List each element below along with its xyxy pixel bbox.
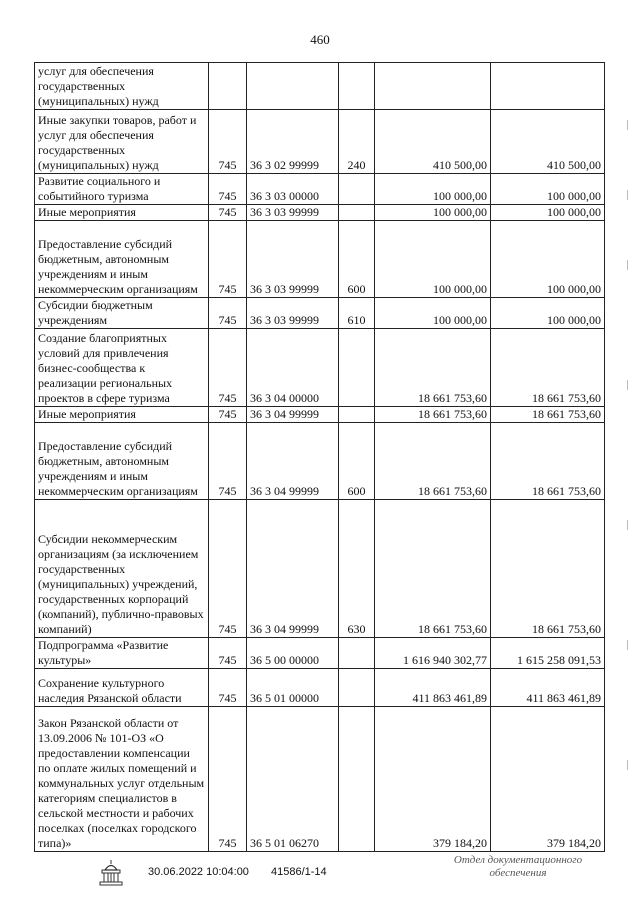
row-target-cell: 36 3 03 00000 — [247, 174, 339, 205]
row-sum-2-cell: 100 000,00 — [491, 221, 605, 298]
row-sum-2-cell: 100 000,00 — [491, 205, 605, 221]
row-sum-2-cell: 18 661 753,60 — [491, 500, 605, 638]
department-stamp — [438, 854, 598, 880]
row-name-cell: Подпрограмма «Развитие культуры» — [35, 638, 209, 669]
row-sum-2-cell — [491, 63, 605, 110]
row-code-cell: 745 — [209, 205, 247, 221]
department-stamp-line-2: обеспечения — [489, 867, 547, 879]
row-name-cell: услуг для обеспечения государственных (муниципальных) нужд — [35, 63, 209, 110]
row-category-cell — [339, 329, 375, 407]
budget-table — [34, 62, 605, 852]
table-row — [35, 174, 605, 205]
row-sum-2-cell: 18 661 753,60 — [491, 329, 605, 407]
row-name-cell: Создание благоприятных условий для привлечения бизнес-сообщества к реализации региональных проектов в сфере туризма — [35, 329, 209, 407]
row-name-cell: Развитие социального и событийного туризма — [35, 174, 209, 205]
scan-margin-marks — [627, 120, 631, 820]
row-category-cell: 240 — [339, 110, 375, 174]
row-name-cell: Субсидии некоммерческим организациям (за исключением государственных (муниципальных) учреждений, государственных корпораций (компаний), публично-правовых компаний) — [35, 500, 209, 638]
row-category-cell — [339, 638, 375, 669]
row-sum-2-cell: 18 661 753,60 — [491, 407, 605, 423]
table-row — [35, 63, 605, 110]
row-target-cell: 36 5 01 06270 — [247, 707, 339, 852]
table-row — [35, 707, 605, 852]
table-row — [35, 221, 605, 298]
document-footer — [0, 854, 640, 898]
row-category-cell: 630 — [339, 500, 375, 638]
row-category-cell — [339, 174, 375, 205]
row-sum-1-cell — [375, 63, 491, 110]
row-sum-2-cell: 1 615 258 091,53 — [491, 638, 605, 669]
table-row — [35, 500, 605, 638]
row-target-cell: 36 3 04 99999 — [247, 423, 339, 500]
row-sum-2-cell: 379 184,20 — [491, 707, 605, 852]
row-sum-2-cell: 18 661 753,60 — [491, 423, 605, 500]
row-sum-1-cell: 18 661 753,60 — [375, 423, 491, 500]
row-target-cell: 36 5 01 00000 — [247, 669, 339, 707]
row-code-cell: 745 — [209, 329, 247, 407]
row-sum-1-cell: 411 863 461,89 — [375, 669, 491, 707]
row-sum-2-cell: 100 000,00 — [491, 298, 605, 329]
row-code-cell: 745 — [209, 174, 247, 205]
row-sum-2-cell: 411 863 461,89 — [491, 669, 605, 707]
row-sum-2-cell: 100 000,00 — [491, 174, 605, 205]
row-code-cell: 745 — [209, 298, 247, 329]
table-row — [35, 423, 605, 500]
table-row — [35, 669, 605, 707]
row-code-cell: 745 — [209, 423, 247, 500]
row-sum-1-cell: 18 661 753,60 — [375, 500, 491, 638]
row-category-cell — [339, 707, 375, 852]
table-row — [35, 110, 605, 174]
row-code-cell: 745 — [209, 221, 247, 298]
row-category-cell — [339, 669, 375, 707]
row-sum-1-cell: 379 184,20 — [375, 707, 491, 852]
row-target-cell: 36 5 00 00000 — [247, 638, 339, 669]
row-sum-1-cell: 410 500,00 — [375, 110, 491, 174]
row-target-cell: 36 3 03 99999 — [247, 221, 339, 298]
row-code-cell — [209, 63, 247, 110]
row-category-cell: 600 — [339, 423, 375, 500]
row-code-cell: 745 — [209, 638, 247, 669]
row-code-cell: 745 — [209, 500, 247, 638]
row-target-cell: 36 3 04 99999 — [247, 407, 339, 423]
row-target-cell: 36 3 03 99999 — [247, 298, 339, 329]
row-category-cell — [339, 63, 375, 110]
row-sum-1-cell: 18 661 753,60 — [375, 407, 491, 423]
row-code-cell: 745 — [209, 110, 247, 174]
row-code-cell: 745 — [209, 707, 247, 852]
row-name-cell: Предоставление субсидий бюджетным, автономным учреждениям и иным некоммерческим организациям — [35, 221, 209, 298]
page-number: 460 — [310, 32, 330, 47]
row-category-cell: 600 — [339, 221, 375, 298]
row-target-cell: 36 3 04 00000 — [247, 329, 339, 407]
row-name-cell: Сохранение культурного наследия Рязанской области — [35, 669, 209, 707]
budget-table-body — [35, 63, 605, 852]
row-target-cell — [247, 63, 339, 110]
row-target-cell: 36 3 04 99999 — [247, 500, 339, 638]
duma-building-emblem-icon — [96, 858, 126, 888]
row-sum-1-cell: 100 000,00 — [375, 221, 491, 298]
row-target-cell: 36 3 02 99999 — [247, 110, 339, 174]
row-code-cell: 745 — [209, 669, 247, 707]
row-category-cell — [339, 407, 375, 423]
table-row — [35, 205, 605, 221]
table-row — [35, 638, 605, 669]
row-name-cell: Закон Рязанской области от 13.09.2006 № 101-ОЗ «О предоставлении компенсации по оплате жилых помещений и коммунальных услуг отдельным категориям специалистов в сельской местности и рабочих поселках (поселках городского типа)» — [35, 707, 209, 852]
footer-registration-number: 41586/1-14 — [271, 866, 327, 878]
row-category-cell: 610 — [339, 298, 375, 329]
row-target-cell: 36 3 03 99999 — [247, 205, 339, 221]
footer-date: 30.06.2022 10:04:00 — [148, 866, 249, 878]
row-sum-1-cell: 100 000,00 — [375, 174, 491, 205]
row-name-cell: Иные закупки товаров, работ и услуг для обеспечения государственных (муниципальных) нужд — [35, 110, 209, 174]
row-category-cell — [339, 205, 375, 221]
department-stamp-line-1: Отдел документационного — [453, 854, 583, 866]
row-name-cell: Субсидии бюджетным учреждениям — [35, 298, 209, 329]
row-code-cell: 745 — [209, 407, 247, 423]
table-row — [35, 407, 605, 423]
row-name-cell: Иные мероприятия — [35, 407, 209, 423]
row-name-cell: Иные мероприятия — [35, 205, 209, 221]
row-sum-1-cell: 1 616 940 302,77 — [375, 638, 491, 669]
row-name-cell: Предоставление субсидий бюджетным, автономным учреждениям и иным некоммерческим организациям — [35, 423, 209, 500]
table-row — [35, 329, 605, 407]
table-row — [35, 298, 605, 329]
row-sum-1-cell: 100 000,00 — [375, 205, 491, 221]
row-sum-2-cell: 410 500,00 — [491, 110, 605, 174]
row-sum-1-cell: 18 661 753,60 — [375, 329, 491, 407]
row-sum-1-cell: 100 000,00 — [375, 298, 491, 329]
